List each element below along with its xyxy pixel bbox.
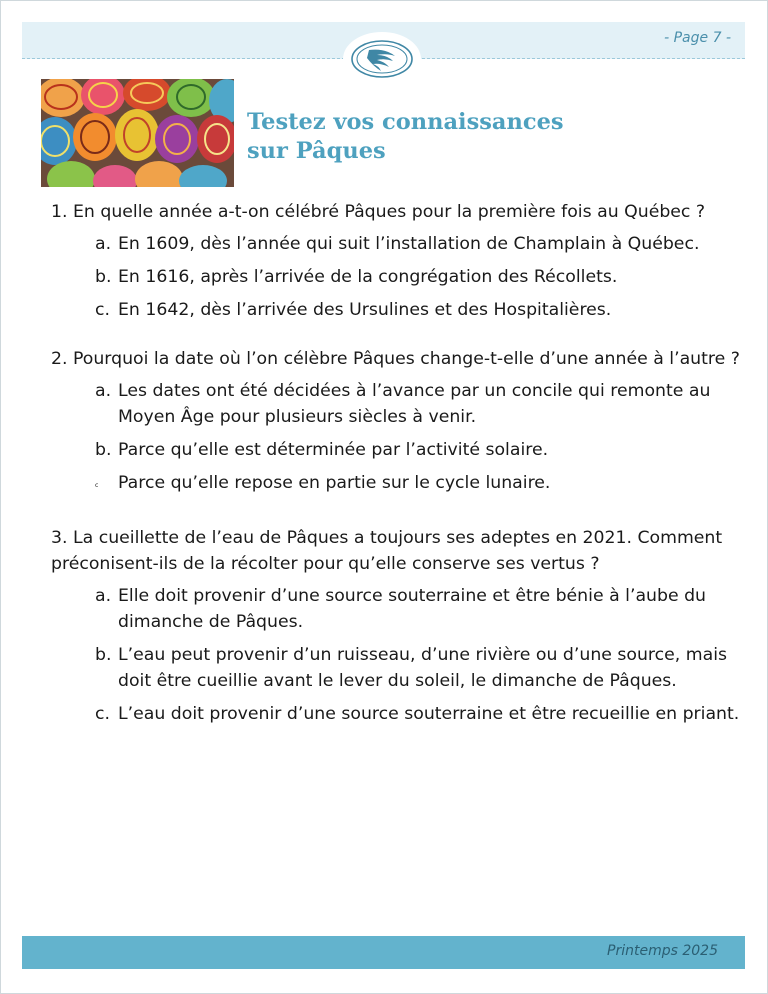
question-1-option-a (95, 231, 741, 257)
question-2: 2. Pourquoi la date où l’on célèbre Pâques change-t-elle d’une année à l’autre ? (51, 349, 740, 369)
question-2-option-a (95, 378, 741, 430)
option-letter: a. (95, 234, 112, 254)
question-3-options (51, 583, 741, 727)
option-letter: c. (95, 704, 110, 724)
publication-logo (347, 36, 417, 82)
option-text: En 1642, dès l’arrivée des Ursulines et des Hospitalières. (118, 300, 612, 320)
question-3-option-a (95, 583, 741, 635)
option-text: Parce qu’elle repose en partie sur le cycle lunaire. (118, 473, 551, 493)
option-text: En 1609, dès l’année qui suit l’installation de Champlain à Québec. (118, 234, 700, 254)
option-text: L’eau doit provenir d’une source souterraine et être recueillie en priant. (118, 704, 740, 724)
question-1-option-b (95, 264, 741, 290)
question-1-options (51, 231, 741, 323)
option-letter: b. (95, 645, 112, 665)
option-text: Elle doit provenir d’une source souterraine et être bénie à l’aube du dimanche de Pâques. (118, 586, 707, 632)
footer-band (22, 936, 745, 969)
option-letter: a. (95, 586, 112, 606)
page-title (247, 108, 607, 166)
option-text: Les dates ont été décidées à l’avance par un concile qui remonte au Moyen Âge pour plusieurs siècles à venir. (118, 381, 711, 427)
option-text: Parce qu’elle est déterminée par l’activité solaire. (118, 440, 549, 460)
question-1: 1. En quelle année a-t-on célébré Pâques pour la première fois au Québec ? (51, 202, 706, 222)
question-2-option-c (95, 470, 741, 502)
question-1-option-c (95, 297, 741, 323)
option-text: L’eau peut provenir d’un ruisseau, d’une rivière ou d’une source, mais doit être cueillie avant le lever du soleil, le dimanche de Pâques. (118, 645, 728, 691)
footer-issue-label: Printemps 2025 (607, 943, 718, 959)
easter-eggs-photo (41, 79, 234, 187)
title-line-1: Testez vos connaissances (247, 109, 564, 135)
question-3: 3. La cueillette de l’eau de Pâques a toujours ses adeptes en 2021. Comment préconisent-ils de la récolter pour qu’elle conserve ses vertus ? (51, 528, 723, 574)
option-letter: c (95, 482, 99, 489)
option-text: En 1616, après l’arrivée de la congrégation des Récollets. (118, 267, 618, 287)
question-3-option-c (95, 701, 741, 727)
option-letter: b. (95, 267, 112, 287)
question-3-option-b (95, 642, 741, 694)
question-2-option-b (95, 437, 741, 463)
option-letter: c. (95, 300, 110, 320)
option-letter: a. (95, 381, 112, 401)
page-number: - Page 7 - (664, 30, 731, 46)
question-2-options (51, 378, 741, 502)
quiz-content (51, 199, 741, 734)
option-letter: b. (95, 440, 112, 460)
title-line-2: sur Pâques (247, 138, 386, 164)
